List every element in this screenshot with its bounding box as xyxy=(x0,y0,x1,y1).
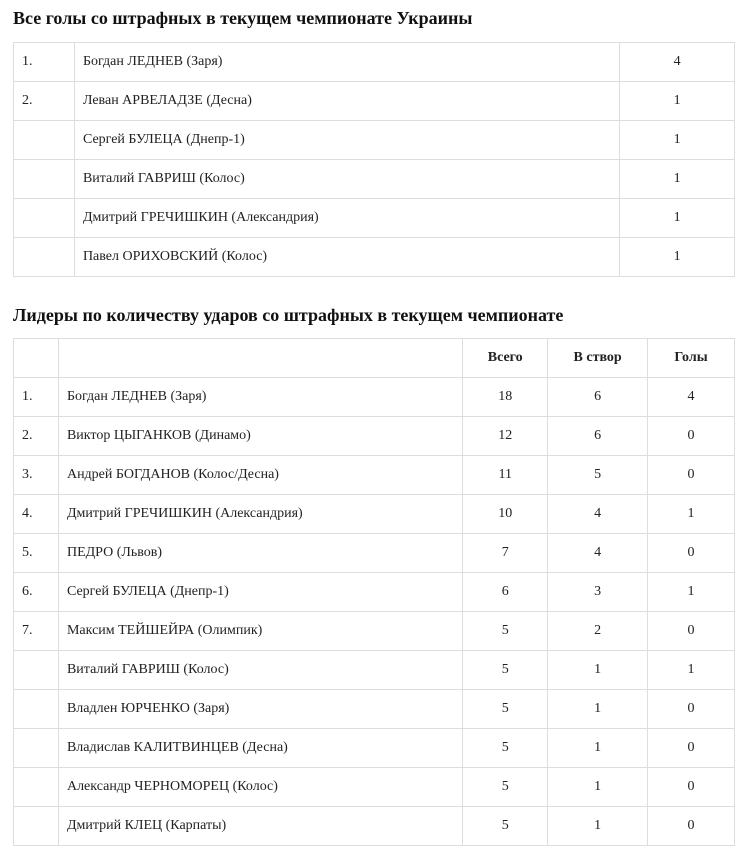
header-on-target: В створ xyxy=(548,339,648,378)
table-row xyxy=(14,573,735,612)
section-title-free-kick-goals: Все голы со штрафных в текущем чемпионате Украины xyxy=(13,8,473,28)
table-row xyxy=(14,456,735,495)
rank-cell: 3. xyxy=(14,456,59,495)
goals-cell: 1 xyxy=(648,573,735,612)
goals-cell: 4 xyxy=(648,378,735,417)
header-player xyxy=(58,339,462,378)
rank-cell xyxy=(14,690,59,729)
total-cell: 5 xyxy=(463,651,548,690)
total-cell: 5 xyxy=(463,690,548,729)
on-target-cell: 5 xyxy=(548,456,648,495)
rank-cell: 4. xyxy=(14,495,59,534)
table-row xyxy=(14,43,735,82)
on-target-cell: 4 xyxy=(548,495,648,534)
table-row xyxy=(14,690,735,729)
on-target-cell: 3 xyxy=(548,573,648,612)
on-target-cell: 6 xyxy=(548,378,648,417)
player-cell: Владислав КАЛИТВИНЦЕВ (Десна) xyxy=(58,729,462,768)
rank-cell: 1. xyxy=(14,378,59,417)
player-cell: Сергей БУЛЕЦА (Днепр-1) xyxy=(74,121,619,160)
player-cell: Леван АРВЕЛАДЗЕ (Десна) xyxy=(74,82,619,121)
total-cell: 5 xyxy=(463,612,548,651)
section-title-free-kick-shots-leaders: Лидеры по количеству ударов со штрафных в текущем чемпионате xyxy=(13,305,564,325)
player-cell: Дмитрий ГРЕЧИШКИН (Александрия) xyxy=(74,199,619,238)
on-target-cell: 1 xyxy=(548,729,648,768)
player-cell: Дмитрий КЛЕЦ (Карпаты) xyxy=(58,807,462,846)
player-cell: Александр ЧЕРНОМОРЕЦ (Колос) xyxy=(58,768,462,807)
on-target-cell: 6 xyxy=(548,417,648,456)
total-cell: 10 xyxy=(463,495,548,534)
player-cell: Павел ОРИХОВСКИЙ (Колос) xyxy=(74,238,619,277)
player-cell: Дмитрий ГРЕЧИШКИН (Александрия) xyxy=(58,495,462,534)
total-cell: 5 xyxy=(463,807,548,846)
goals-cell: 1 xyxy=(620,238,735,277)
rank-cell: 1. xyxy=(14,43,75,82)
total-cell: 6 xyxy=(463,573,548,612)
player-cell: Виталий ГАВРИШ (Колос) xyxy=(74,160,619,199)
table-row xyxy=(14,768,735,807)
goals-cell: 0 xyxy=(648,417,735,456)
header-goals: Голы xyxy=(648,339,735,378)
table-row xyxy=(14,378,735,417)
goals-cell: 1 xyxy=(648,651,735,690)
total-cell: 7 xyxy=(463,534,548,573)
rank-cell xyxy=(14,160,75,199)
free-kick-goals-table-body xyxy=(14,43,735,277)
on-target-cell: 2 xyxy=(548,612,648,651)
rank-cell xyxy=(14,729,59,768)
goals-cell: 0 xyxy=(648,612,735,651)
table-row xyxy=(14,807,735,846)
total-cell: 11 xyxy=(463,456,548,495)
free-kick-shots-table xyxy=(13,338,735,846)
rank-cell xyxy=(14,199,75,238)
free-kick-goals-table xyxy=(13,42,735,277)
table-row xyxy=(14,82,735,121)
rank-cell: 2. xyxy=(14,82,75,121)
on-target-cell: 1 xyxy=(548,768,648,807)
goals-cell: 1 xyxy=(620,82,735,121)
rank-cell xyxy=(14,768,59,807)
goals-cell: 4 xyxy=(620,43,735,82)
on-target-cell: 4 xyxy=(548,534,648,573)
player-cell: ПЕДРО (Львов) xyxy=(58,534,462,573)
table-row xyxy=(14,729,735,768)
on-target-cell: 1 xyxy=(548,807,648,846)
table-row xyxy=(14,612,735,651)
goals-cell: 0 xyxy=(648,807,735,846)
total-cell: 18 xyxy=(463,378,548,417)
table-row xyxy=(14,199,735,238)
goals-cell: 0 xyxy=(648,534,735,573)
on-target-cell: 1 xyxy=(548,690,648,729)
rank-cell: 7. xyxy=(14,612,59,651)
rank-cell xyxy=(14,121,75,160)
table-row xyxy=(14,238,735,277)
player-cell: Богдан ЛЕДНЕВ (Заря) xyxy=(74,43,619,82)
free-kick-shots-table-body xyxy=(14,378,735,846)
on-target-cell: 1 xyxy=(548,651,648,690)
table-row xyxy=(14,534,735,573)
goals-cell: 1 xyxy=(620,160,735,199)
rank-cell xyxy=(14,238,75,277)
rank-cell: 5. xyxy=(14,534,59,573)
total-cell: 5 xyxy=(463,729,548,768)
rank-cell xyxy=(14,651,59,690)
player-cell: Виталий ГАВРИШ (Колос) xyxy=(58,651,462,690)
player-cell: Андрей БОГДАНОВ (Колос/Десна) xyxy=(58,456,462,495)
rank-cell: 6. xyxy=(14,573,59,612)
table-header-row xyxy=(14,339,735,378)
player-cell: Богдан ЛЕДНЕВ (Заря) xyxy=(58,378,462,417)
table-row xyxy=(14,417,735,456)
goals-cell: 0 xyxy=(648,729,735,768)
header-total: Всего xyxy=(463,339,548,378)
rank-cell: 2. xyxy=(14,417,59,456)
goals-cell: 0 xyxy=(648,690,735,729)
player-cell: Сергей БУЛЕЦА (Днепр-1) xyxy=(58,573,462,612)
table-row xyxy=(14,121,735,160)
goals-cell: 1 xyxy=(620,199,735,238)
goals-cell: 0 xyxy=(648,456,735,495)
goals-cell: 1 xyxy=(620,121,735,160)
table-row xyxy=(14,651,735,690)
header-rank xyxy=(14,339,59,378)
total-cell: 12 xyxy=(463,417,548,456)
table-row xyxy=(14,495,735,534)
player-cell: Виктор ЦЫГАНКОВ (Динамо) xyxy=(58,417,462,456)
player-cell: Максим ТЕЙШЕЙРА (Олимпик) xyxy=(58,612,462,651)
goals-cell: 0 xyxy=(648,768,735,807)
rank-cell xyxy=(14,807,59,846)
table-row xyxy=(14,160,735,199)
total-cell: 5 xyxy=(463,768,548,807)
goals-cell: 1 xyxy=(648,495,735,534)
player-cell: Владлен ЮРЧЕНКО (Заря) xyxy=(58,690,462,729)
